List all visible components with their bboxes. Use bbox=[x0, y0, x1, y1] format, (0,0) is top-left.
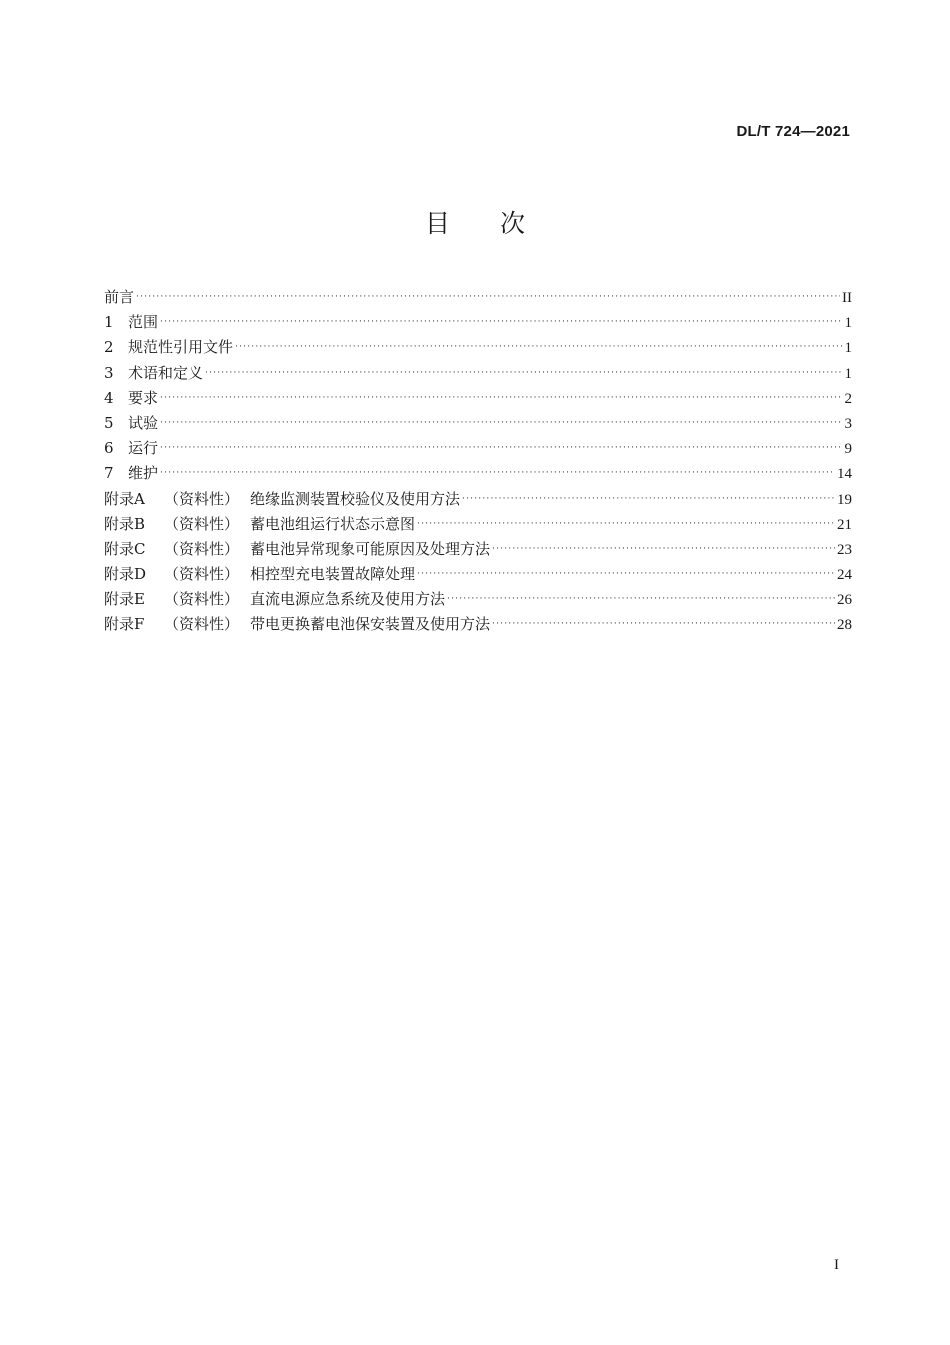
page-title-left: 目 bbox=[424, 209, 450, 238]
toc-entry-label: 试验 bbox=[128, 413, 159, 432]
toc-entry-1[interactable] bbox=[104, 310, 852, 335]
dot-leader bbox=[447, 587, 835, 612]
toc-entry-number: 1 bbox=[104, 313, 114, 332]
appendix-type: （资料性） bbox=[164, 615, 240, 634]
toc-entry-5[interactable] bbox=[104, 411, 852, 436]
appendix-prefix: 附录E bbox=[104, 590, 145, 609]
toc-entry-number: 4 bbox=[104, 388, 114, 407]
toc-entry-page: II bbox=[842, 290, 852, 306]
toc-entry-page: 9 bbox=[844, 441, 852, 458]
dot-leader bbox=[160, 461, 835, 486]
appendix-type: （资料性） bbox=[164, 514, 240, 533]
toc-entry-label: 维护 bbox=[128, 464, 159, 483]
toc-entry-label: 带电更换蓄电池保安装置及使用方法 bbox=[250, 615, 491, 634]
appendix-prefix: 附录F bbox=[104, 615, 145, 634]
toc-entry-appendix-d[interactable] bbox=[104, 562, 852, 587]
dot-leader bbox=[235, 335, 842, 360]
appendix-prefix: 附录A bbox=[104, 489, 145, 508]
toc-entry-label: 要求 bbox=[128, 388, 159, 407]
page-title-right: 次 bbox=[500, 209, 526, 238]
toc-entry-page: 28 bbox=[837, 617, 852, 634]
page-title bbox=[0, 204, 950, 240]
standard-code: DL/T 724—2021 bbox=[736, 123, 850, 140]
appendix-type: （资料性） bbox=[164, 565, 240, 584]
toc-entry-appendix-b[interactable] bbox=[104, 512, 852, 537]
toc-entry-appendix-e[interactable] bbox=[104, 587, 852, 612]
toc-entry-number: 7 bbox=[104, 464, 114, 483]
toc-entry-number: 3 bbox=[104, 363, 114, 382]
dot-leader bbox=[136, 285, 840, 310]
appendix-prefix: 附录D bbox=[104, 565, 147, 584]
dot-leader bbox=[492, 612, 835, 637]
toc-entry-label: 规范性引用文件 bbox=[128, 338, 234, 357]
toc-entry-page: 1 bbox=[844, 340, 852, 357]
toc-entry-page: 2 bbox=[844, 390, 852, 407]
toc-entry-label: 相控型充电装置故障处理 bbox=[250, 565, 416, 584]
toc-entry-4[interactable] bbox=[104, 386, 852, 411]
dot-leader bbox=[462, 487, 835, 512]
appendix-type: （资料性） bbox=[164, 590, 240, 609]
toc-entry-page: 24 bbox=[837, 567, 852, 584]
toc-entry-page: 14 bbox=[837, 466, 852, 483]
dot-leader bbox=[160, 310, 842, 335]
toc-entry-appendix-c[interactable] bbox=[104, 537, 852, 562]
page-number: I bbox=[834, 1257, 839, 1273]
toc-entry-page: 3 bbox=[844, 415, 852, 432]
toc-entry-appendix-f[interactable] bbox=[104, 612, 852, 637]
appendix-prefix: 附录C bbox=[104, 539, 146, 558]
toc-entry-label: 蓄电池组运行状态示意图 bbox=[250, 514, 416, 533]
toc-entry-foreword[interactable] bbox=[104, 285, 852, 310]
toc-entry-label: 运行 bbox=[128, 439, 159, 458]
toc-entry-page: 23 bbox=[837, 541, 852, 558]
toc-entry-page: 19 bbox=[837, 491, 852, 508]
dot-leader bbox=[205, 361, 842, 386]
dot-leader bbox=[417, 562, 835, 587]
dot-leader bbox=[160, 411, 842, 436]
toc-entry-label: 范围 bbox=[128, 313, 159, 332]
table-of-contents bbox=[104, 285, 852, 638]
dot-leader bbox=[417, 512, 835, 537]
toc-entry-label: 直流电源应急系统及使用方法 bbox=[250, 590, 446, 609]
appendix-prefix: 附录B bbox=[104, 514, 146, 533]
toc-entry-label: 蓄电池异常现象可能原因及处理方法 bbox=[250, 539, 491, 558]
appendix-type: （资料性） bbox=[164, 539, 240, 558]
toc-entry-number: 5 bbox=[104, 413, 114, 432]
toc-entry-page: 1 bbox=[844, 315, 852, 332]
toc-entry-label: 前言 bbox=[104, 288, 135, 306]
toc-entry-number: 6 bbox=[104, 439, 114, 458]
toc-entry-7[interactable] bbox=[104, 461, 852, 486]
toc-entry-page: 1 bbox=[844, 365, 852, 382]
toc-entry-label: 术语和定义 bbox=[128, 363, 204, 382]
toc-entry-page: 26 bbox=[837, 592, 852, 609]
toc-entry-page: 21 bbox=[837, 516, 852, 533]
toc-entry-appendix-a[interactable] bbox=[104, 487, 852, 512]
appendix-type: （资料性） bbox=[164, 489, 240, 508]
dot-leader bbox=[160, 386, 842, 411]
toc-entry-6[interactable] bbox=[104, 436, 852, 461]
dot-leader bbox=[492, 537, 835, 562]
toc-entry-label: 绝缘监测装置校验仪及使用方法 bbox=[250, 489, 461, 508]
toc-entry-2[interactable] bbox=[104, 335, 852, 360]
dot-leader bbox=[160, 436, 842, 461]
toc-entry-3[interactable] bbox=[104, 361, 852, 386]
toc-entry-number: 2 bbox=[104, 338, 114, 357]
